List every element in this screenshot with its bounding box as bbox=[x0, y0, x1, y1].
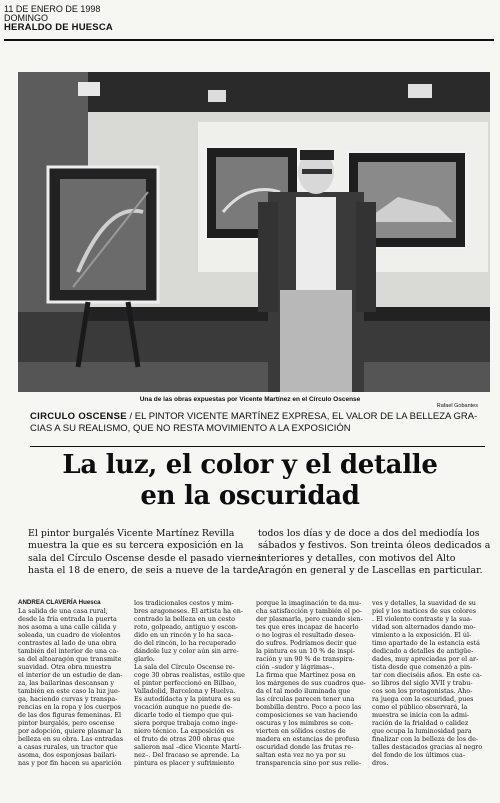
text-line: ra juega con la oscuridad, pues bbox=[372, 695, 474, 703]
lede-left bbox=[28, 528, 262, 577]
exhibition-photo bbox=[18, 72, 490, 392]
text-line: bombilla dentro. Poco a poco las bbox=[256, 703, 362, 711]
text-line: oscuridad donde las frutas re- bbox=[256, 743, 354, 751]
masthead-rule bbox=[4, 39, 494, 41]
text-line: dades, muy apreciadas por el ar- bbox=[372, 655, 479, 663]
lede-line: interiores y detalles, con motivos del Alto bbox=[258, 552, 456, 564]
article-column-1 bbox=[18, 599, 123, 767]
text-line: za, las bailarinas descansan y bbox=[18, 679, 115, 687]
text-line: da el tal modo iluminada que bbox=[256, 687, 351, 695]
kicker-rule bbox=[30, 446, 485, 447]
text-line: porque la imaginación te da mu- bbox=[256, 599, 362, 607]
text-line: el pintor perfeccionó en Bilbao, bbox=[134, 679, 237, 687]
article-column-2 bbox=[134, 599, 245, 767]
text-line: el fruto de otras 200 obras que bbox=[134, 735, 235, 743]
text-line: tista desde que comenzó a pin- bbox=[372, 663, 473, 671]
text-line: transparencia sino por sus relie- bbox=[256, 759, 362, 767]
text-line: vierten en sólidos cestos de bbox=[256, 727, 346, 735]
text-line: La salida de una casa rural, bbox=[18, 607, 108, 615]
text-line: roto, golpeado, antiguo y escon- bbox=[134, 623, 239, 631]
lede-line: Aragón en general y de Lascellas en particular. bbox=[258, 564, 483, 576]
text-line: asoma, dos esponjosas bailari- bbox=[18, 751, 117, 759]
text-line: que ocupa la luminosidad para bbox=[372, 727, 472, 735]
text-line: soleada, un cuadro de violentos bbox=[18, 631, 121, 639]
issue-day: DOMINGO bbox=[4, 13, 48, 23]
text-line: como el público observará, la bbox=[372, 703, 468, 711]
text-line: oscuras y los mimbres se con- bbox=[256, 719, 354, 727]
text-line: . El violento contraste y la sua- bbox=[372, 615, 473, 623]
text-line: contrado la belleza en un cesto bbox=[134, 615, 236, 623]
text-line: dicarle todo el tiempo que qui- bbox=[134, 711, 234, 719]
text-line: Es autodidacta y la pintura es su bbox=[134, 695, 241, 703]
kicker-line-1 bbox=[30, 411, 485, 423]
text-line: ga, haciendo curvas y transpa- bbox=[18, 695, 118, 703]
text-line: ración y un 90 % de transpira- bbox=[256, 655, 355, 663]
text-line: nez–. Del fracaso se aprende. La bbox=[134, 751, 240, 759]
text-line: pintura es placer y sufrimiento bbox=[134, 759, 235, 767]
text-line: belleza en su obra. Las entradas bbox=[18, 735, 124, 743]
text-line: coge 30 obras realistas, estilo que bbox=[134, 671, 245, 679]
text-line: La firma que Martínez posa en bbox=[256, 671, 356, 679]
text-line: tes que eres incapaz de hacerlo bbox=[256, 623, 359, 631]
text-line: finalizar con la belleza de los de- bbox=[372, 735, 479, 743]
photo-caption: Una de las obras expuestas por Vicente Martínez en el Círculo Oscense bbox=[139, 396, 361, 403]
text-line: rencias en la ropa y los cuerpos bbox=[18, 703, 121, 711]
text-line: los márgenes de sus cuadros que- bbox=[256, 679, 366, 687]
text-line: tar con dieciséis años. En este ca- bbox=[372, 671, 482, 679]
issue-date: 11 DE ENERO DE 1998 bbox=[4, 4, 101, 14]
article-column-4 bbox=[372, 599, 482, 767]
lede-right bbox=[258, 528, 490, 577]
text-line: madera en estancias de profusa bbox=[256, 735, 360, 743]
text-line: desde la fría entrada la puerta bbox=[18, 615, 117, 623]
text-line: vocación aunque no puede de- bbox=[134, 703, 233, 711]
text-line: también del interior de una ca- bbox=[18, 647, 119, 655]
text-line: las círculas parecen tener una bbox=[256, 695, 355, 703]
text-line: do del rincón, lo ha recuperado bbox=[134, 639, 236, 647]
photo-credit: Rafael Gobantes bbox=[436, 403, 478, 409]
kicker-line-2: CIAS A SU REALISMO, QUE NO RESTA MOVIMIENTO A LA EXPOSICIÓN bbox=[30, 422, 351, 434]
text-line: salieron mal –dice Vicente Martí- bbox=[134, 743, 242, 751]
text-line: so libros del siglo XVII y trabu- bbox=[372, 679, 473, 687]
lede-line: muestra la que es su tercera exposición en la bbox=[28, 540, 244, 552]
article-column-3 bbox=[256, 599, 366, 767]
byline: ANDREA CLAVERÍA Huesca bbox=[18, 599, 101, 606]
text-line: talles destacados gracias al negro bbox=[372, 743, 483, 751]
text-line: saltan esta vez no ya por su bbox=[256, 751, 346, 759]
text-line: ración de la frialdad o calidez bbox=[372, 719, 469, 727]
text-line: dros. bbox=[372, 759, 389, 767]
text-line: ves y detalles, la suavidad de su bbox=[372, 599, 476, 607]
text-line: por adopción, quiere plasmar la bbox=[18, 727, 122, 735]
text-line: dándole luz y color aún sin arre- bbox=[134, 647, 239, 655]
text-line: los tradicionales cestos y mim- bbox=[134, 599, 234, 607]
text-line: timo apartado de la estancia está bbox=[372, 639, 480, 647]
section-tag: CIRCULO OSCENSE bbox=[30, 411, 127, 422]
text-line: do sufres. Podríamos decir que bbox=[256, 639, 357, 647]
kicker-text-1: / EL PINTOR VICENTE MARTÍNEZ EXPRESA, EL VALOR DE LA BELLEZA GRA- bbox=[126, 411, 478, 422]
text-line: cha satisfacción y también el po- bbox=[256, 607, 362, 615]
lede-line: todos los días y de doce a dos del mediodía los bbox=[258, 528, 480, 539]
text-line: bres aragoneses. El artista ha en- bbox=[134, 607, 244, 615]
text-line: nas y por fin hacen su aparición bbox=[18, 759, 122, 767]
text-line: glarlo. bbox=[134, 655, 155, 663]
text-line: vimiento a la exposición. El úl- bbox=[372, 631, 472, 639]
text-line: cos son los protagonistas. Aho- bbox=[372, 687, 473, 695]
masthead bbox=[4, 5, 113, 32]
text-line: muestra se inicia con la admi- bbox=[372, 711, 470, 719]
text-line: niero técnico. La exposición es bbox=[134, 727, 234, 735]
text-line: siera porque trabaja como inge- bbox=[134, 719, 238, 727]
text-line: dedicado a detalles de antigüe- bbox=[372, 647, 474, 655]
section-kicker bbox=[30, 411, 485, 434]
text-line: también en este caso la luz jue- bbox=[18, 687, 120, 695]
lede-line: hasta el 18 de enero, de seis a nueve de la tarde, bbox=[28, 564, 262, 576]
lede-line: sábados y festivos. Son treinta óleos dedicados a bbox=[258, 540, 491, 552]
text-line: piel y los matices de sus colores bbox=[372, 607, 477, 615]
text-line: suavidad. Otra obra muestra bbox=[18, 663, 112, 671]
text-line: pintor burgalés, pero oscense bbox=[18, 719, 115, 727]
text-line: Valladolid, Barcelona y Huelva. bbox=[134, 687, 236, 695]
text-line: contrastes al lado de una obra bbox=[18, 639, 117, 647]
headline-line-1: La luz, el color y el detalle bbox=[62, 450, 438, 480]
text-line: la pintura es un 10 % de inspi- bbox=[256, 647, 355, 655]
text-line: de las dos figuras femeninas. El bbox=[18, 711, 122, 719]
text-line: der plasmarla, pero cuando sien- bbox=[256, 615, 363, 623]
text-line: nos asoma a una calle cálida y bbox=[18, 623, 117, 631]
text-line: La sala del Círculo Oscense re- bbox=[134, 663, 235, 671]
text-line: el interior de un estudio de dan- bbox=[18, 671, 123, 679]
text-line: o no logras el resultado desea- bbox=[256, 631, 356, 639]
lede-line: sala del Círculo Oscense desde el pasado viernes bbox=[28, 552, 262, 564]
text-line: del fondo de los últimos cua- bbox=[372, 751, 466, 759]
newspaper-name: HERALDO DE HUESCA bbox=[4, 22, 113, 33]
text-line: a casas rurales, un tractor que bbox=[18, 743, 118, 751]
headline-line-2: en la oscuridad bbox=[140, 481, 360, 511]
text-line: composiciones se van haciendo bbox=[256, 711, 358, 719]
text-line: sa del altoaragón que transmite bbox=[18, 655, 122, 663]
text-line: dido en un rincón y lo ha saca- bbox=[134, 631, 234, 639]
lede-line: El pintor burgalés Vicente Martínez Revilla bbox=[28, 528, 235, 539]
headline bbox=[0, 450, 500, 512]
text-line: vidad son alternados dando mo- bbox=[372, 623, 476, 631]
photo-illustration bbox=[18, 72, 490, 392]
text-line: ción –sudor y lágrimas–. bbox=[256, 663, 335, 671]
